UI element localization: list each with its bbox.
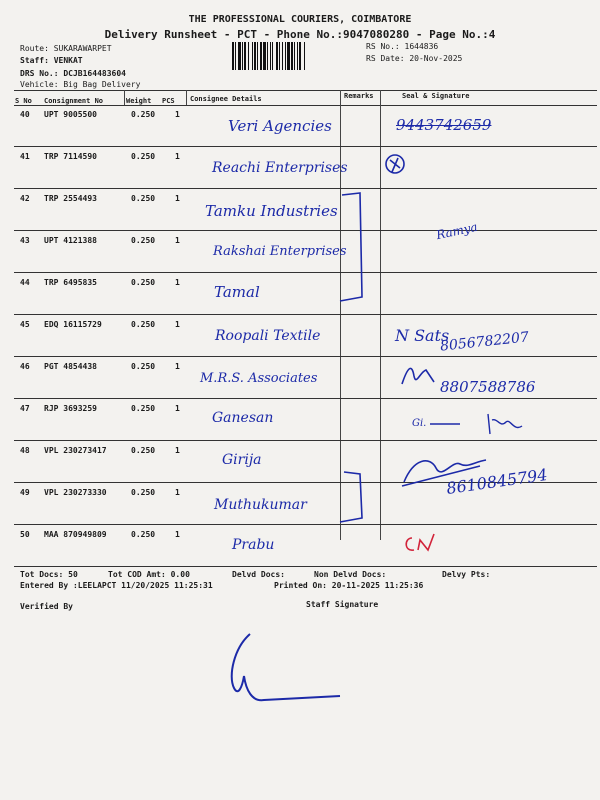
row-sno: 48 — [20, 446, 30, 455]
row-pcs: 1 — [175, 530, 180, 539]
row-rule — [14, 440, 597, 441]
row-sno: 41 — [20, 152, 30, 161]
row-sno: 40 — [20, 110, 30, 119]
row-consignee: M.R.S. Associates — [200, 371, 318, 386]
row-pcs: 1 — [175, 236, 180, 245]
col-divider — [124, 90, 125, 105]
signature-row-47: Gi. — [412, 418, 427, 429]
row-consignee: Ganesan — [212, 410, 274, 426]
row-rule — [14, 356, 597, 357]
row-consignment: PGT 4854438 — [44, 362, 97, 371]
col-remarks: Remarks — [344, 92, 374, 100]
row-rule — [14, 524, 597, 525]
row-sno: 42 — [20, 194, 30, 203]
col-weight: Weight — [126, 97, 152, 105]
vehicle-label: Vehicle: Big Bag Delivery — [20, 80, 141, 89]
route-label: Route: SUKARAWARPET — [20, 44, 112, 53]
row-consignment: UPT 9005500 — [44, 110, 97, 119]
row-consignee: Prabu — [232, 537, 275, 553]
row-consignment: EDQ 16115729 — [44, 320, 102, 329]
verified-by: Verified By — [20, 602, 73, 611]
col-consignee: Consignee Details — [190, 95, 262, 103]
row-rule — [14, 398, 597, 399]
row-consignee: Tamku Industries — [205, 202, 338, 220]
row-rule — [14, 230, 597, 231]
row-consignment: UPT 4121388 — [44, 236, 97, 245]
staff-label: Staff: VENKAT — [20, 56, 83, 65]
row-consignment: VPL 230273417 — [44, 446, 107, 455]
delivered-docs: Delvd Docs: — [232, 570, 285, 579]
table-bottom-rule — [14, 566, 597, 567]
row-consignee: Rakshai Enterprises — [213, 244, 347, 259]
row-weight: 0.250 — [131, 110, 156, 119]
row-rule — [14, 272, 597, 273]
bracket-mark-lower — [340, 468, 370, 528]
row-rule — [14, 146, 597, 147]
row-consignee: Muthukumar — [214, 497, 307, 513]
col-divider — [186, 90, 187, 105]
row-consignment: TRP 6495835 — [44, 278, 97, 287]
row-sno: 49 — [20, 488, 30, 497]
staff-signature — [220, 624, 350, 714]
row-sno: 43 — [20, 236, 30, 245]
row-pcs: 1 — [175, 152, 180, 161]
row-weight: 0.250 — [131, 152, 156, 161]
row-consignment: VPL 230273330 — [44, 488, 107, 497]
printed-on: Printed On: 20-11-2025 11:25:36 — [274, 581, 424, 590]
row-weight: 0.250 — [131, 404, 156, 413]
row-consignment: TRP 2554493 — [44, 194, 97, 203]
signature-row-43: Ramya — [435, 219, 479, 243]
row-pcs: 1 — [175, 320, 180, 329]
rs-number: RS No.: 1644836 — [366, 42, 439, 51]
signature-row-45-name: N Sats — [395, 326, 450, 345]
col-sno: S No — [15, 97, 32, 105]
row-weight: 0.250 — [131, 320, 156, 329]
header-bottom-rule — [14, 105, 597, 106]
row-pcs: 1 — [175, 110, 180, 119]
delivery-points: Delvy Pts: — [442, 570, 491, 579]
row-weight: 0.250 — [131, 236, 156, 245]
signature-row-40: 9443742659 — [396, 116, 492, 134]
row-sno: 50 — [20, 530, 30, 539]
non-delivered-docs: Non Delvd Docs: — [314, 570, 387, 579]
row-sno: 44 — [20, 278, 30, 287]
row-pcs: 1 — [175, 194, 180, 203]
row-weight: 0.250 — [131, 530, 156, 539]
company-name: THE PROFESSIONAL COURIERS, COIMBATORE — [188, 14, 412, 25]
row-weight: 0.250 — [131, 278, 156, 287]
col-seal-signature: Seal & Signature — [402, 92, 470, 100]
signature-row-50-red-mark — [400, 528, 450, 556]
row-weight: 0.250 — [131, 362, 156, 371]
row-pcs: 1 — [175, 404, 180, 413]
bracket-mark — [340, 165, 370, 305]
row-weight: 0.250 — [131, 194, 156, 203]
row-consignee: Veri Agencies — [228, 117, 332, 135]
staff-signature-label: Staff Signature — [306, 600, 379, 609]
row-rule — [14, 188, 597, 189]
signature-row-46-mark — [398, 362, 438, 390]
row-pcs: 1 — [175, 362, 180, 371]
col-pcs: PCS — [162, 97, 175, 105]
drs-number: DRS No.: DCJB164483604 — [20, 69, 126, 78]
row-weight: 0.250 — [131, 446, 156, 455]
row-pcs: 1 — [175, 278, 180, 287]
row-pcs: 1 — [175, 446, 180, 455]
row-sno: 46 — [20, 362, 30, 371]
barcode — [232, 42, 360, 70]
row-consignee: Girija — [222, 452, 262, 468]
total-docs: Tot Docs: 50 — [20, 570, 78, 579]
row-weight: 0.250 — [131, 488, 156, 497]
row-sno: 45 — [20, 320, 30, 329]
row-pcs: 1 — [175, 488, 180, 497]
signature-row-46-phone: 8807588786 — [440, 378, 536, 396]
signature-row-48-phone: 8610845794 — [445, 465, 549, 498]
rs-date: RS Date: 20-Nov-2025 — [366, 54, 463, 63]
row-consignment: MAA 870949809 — [44, 530, 107, 539]
row-rule — [14, 314, 597, 315]
row-consignment: RJP 3693259 — [44, 404, 97, 413]
signature-row-41 — [380, 150, 410, 180]
signature-row-47-mark — [428, 412, 538, 438]
col-consignment: Consignment No — [44, 97, 104, 105]
entered-by: Entered By :LEELAPCT 11/20/2025 11:25:31 — [20, 581, 213, 590]
row-sno: 47 — [20, 404, 30, 413]
row-consignee: Reachi Enterprises — [212, 160, 348, 176]
row-consignee: Roopali Textile — [215, 328, 321, 344]
signature-row-45-phone: 8056782207 — [439, 329, 530, 355]
table-top-rule — [14, 90, 597, 91]
row-consignment: TRP 7114590 — [44, 152, 97, 161]
runsheet-title: Delivery Runsheet - PCT - Phone No.:9047080280 - Page No.:4 — [104, 28, 496, 41]
row-consignee: Tamal — [214, 283, 260, 301]
total-cod: Tot COD Amt: 0.00 — [108, 570, 190, 579]
